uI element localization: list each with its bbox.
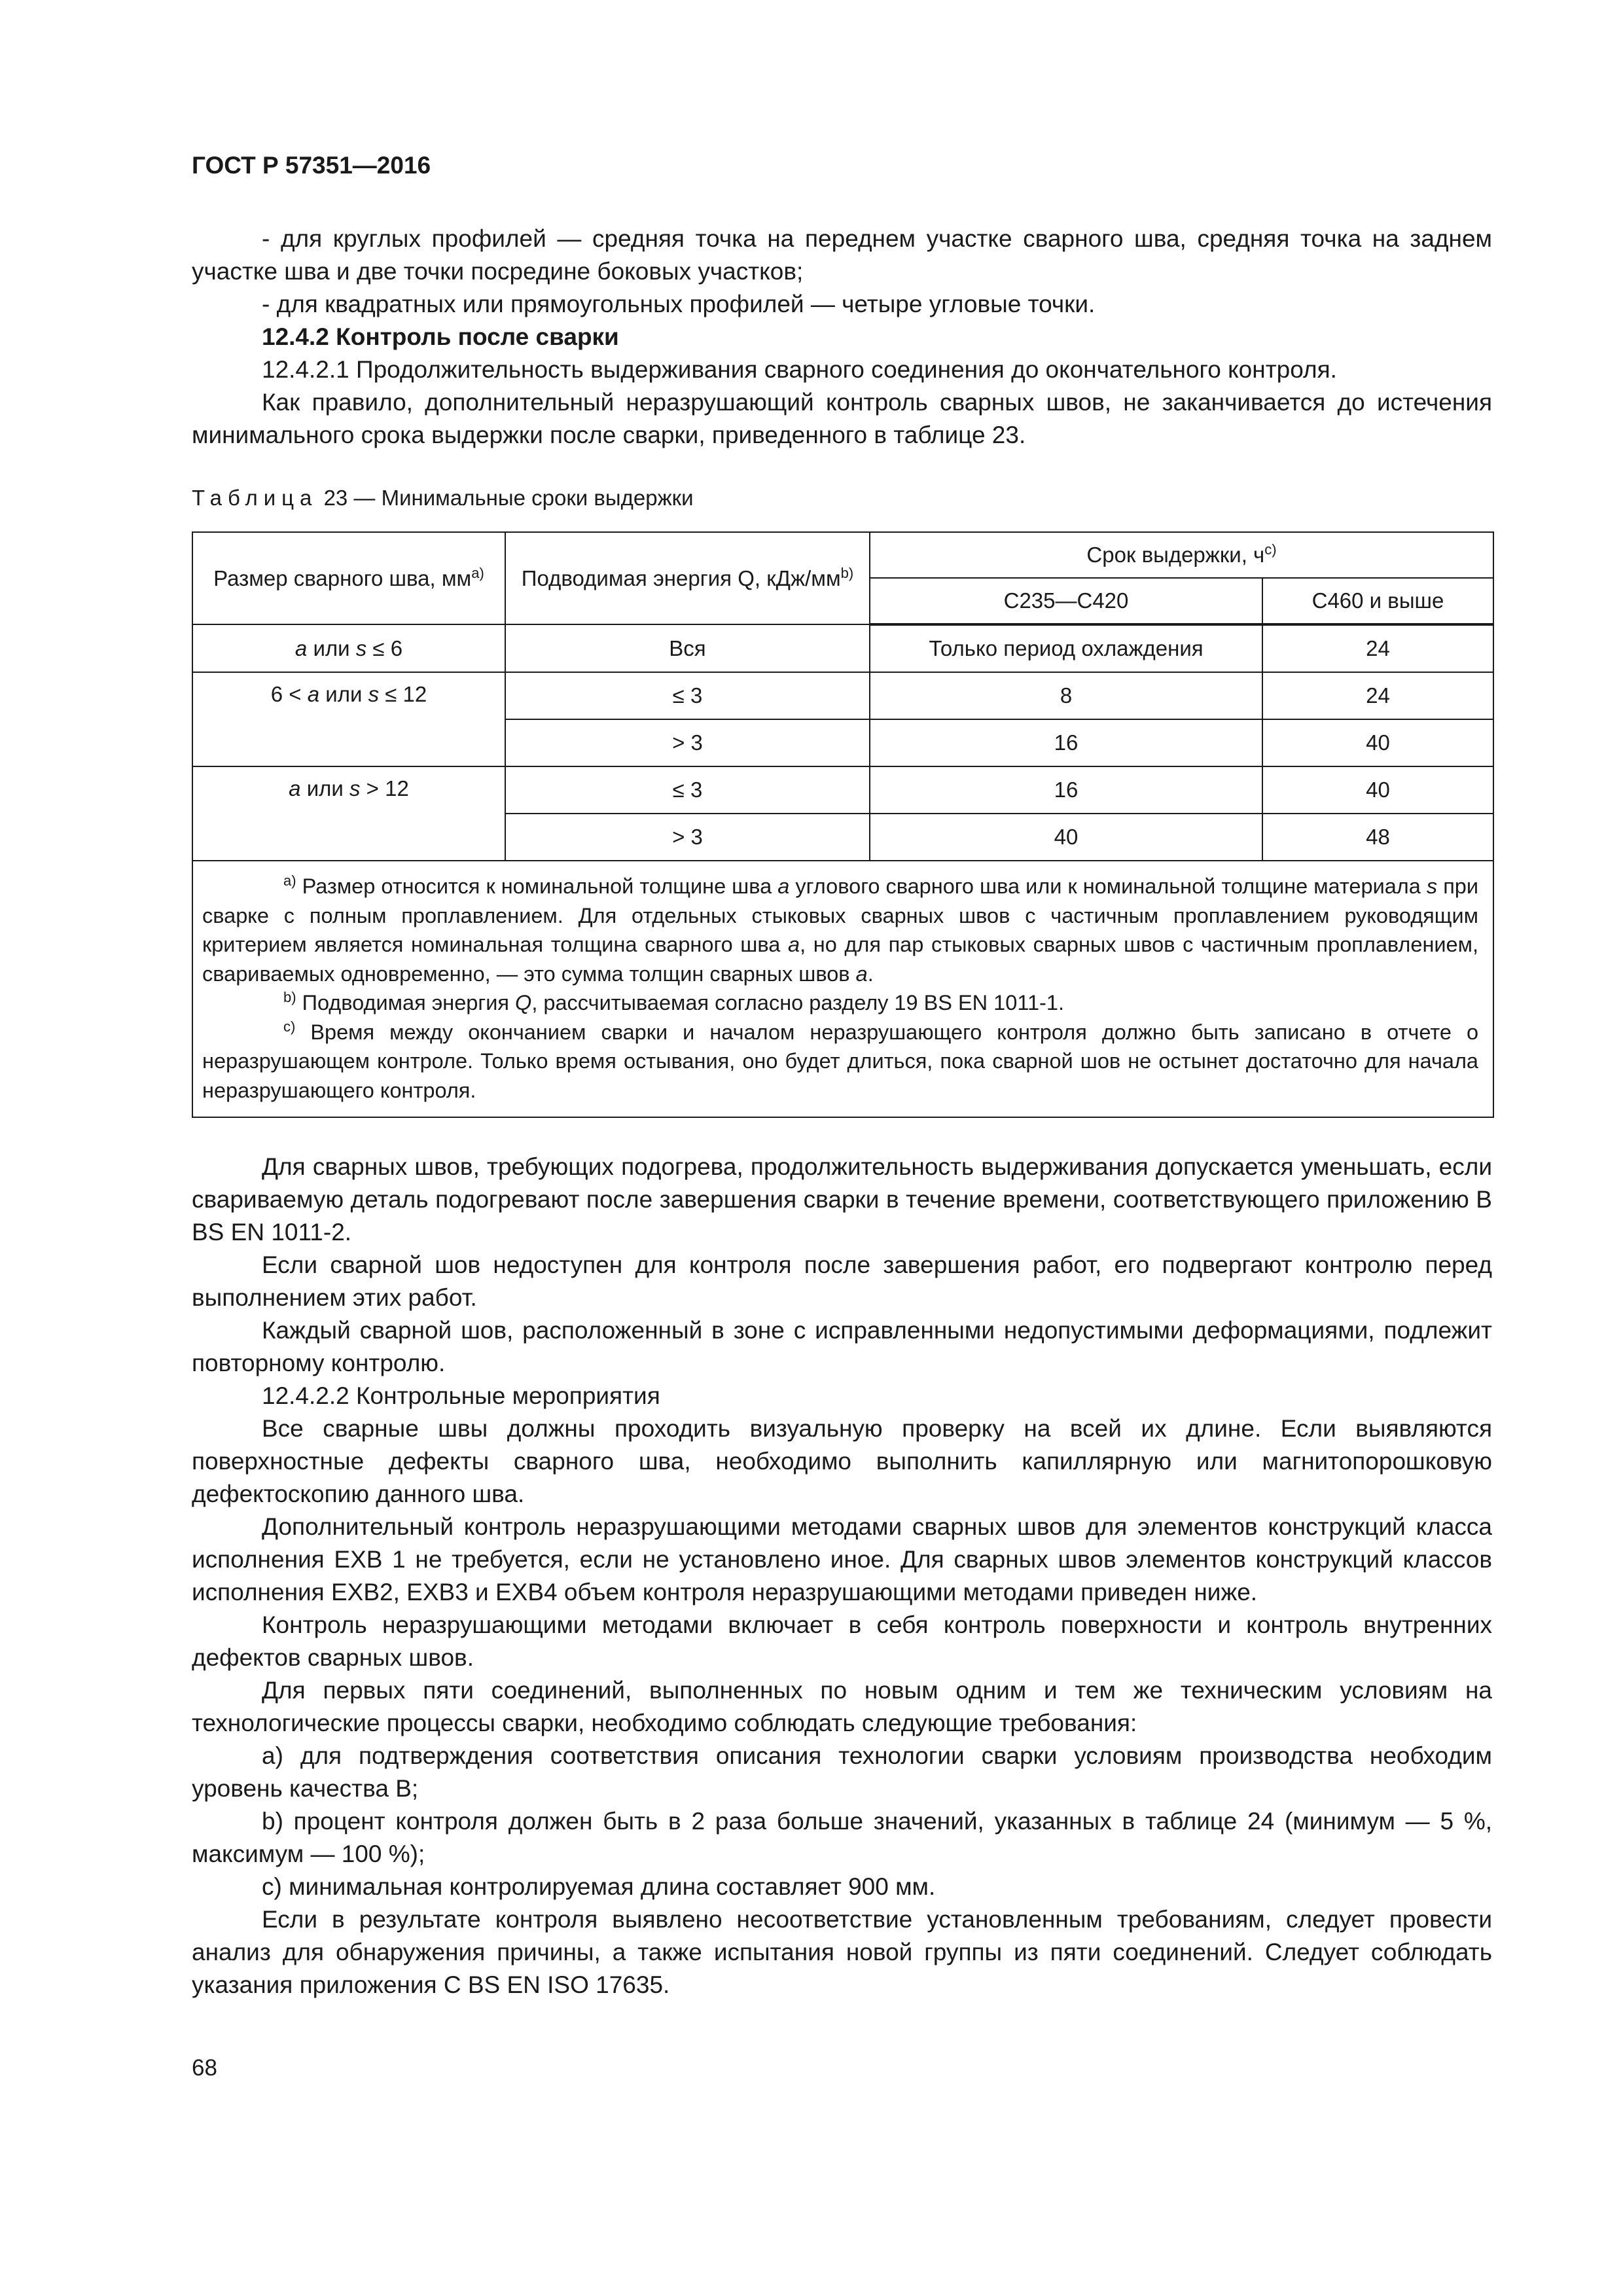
table-row <box>192 624 1493 672</box>
cell-c460: 24 <box>1262 672 1493 719</box>
section-heading: 12.4.2 Контроль после сварки <box>262 323 619 350</box>
table-row <box>192 672 1493 719</box>
holding-time-table <box>192 531 1494 1118</box>
body-paragraph-ndt-scope: Контроль неразрушающими методами включает в себя контроль поверхности и контроль внутренних дефектов сварных швов. <box>192 1611 1492 1671</box>
header-heat-input: Подводимая энергия Q, кДж/$мм^{b)}$ <box>505 532 870 624</box>
cell-weld-size: a или s > 12 <box>192 766 505 861</box>
header-steel-c235: С235—С420 <box>870 578 1262 624</box>
body-paragraph-inaccessible: Если сварной шов недоступен для контроля после завершения работ, его подвергают контролю перед выполнением этих работ. <box>192 1251 1492 1311</box>
document-header: ГОСТ Р 57351—2016 <box>192 152 431 179</box>
table-footnotes <box>192 861 1493 1117</box>
cell-c460: 40 <box>1262 766 1493 814</box>
intro-section <box>192 223 1492 452</box>
table-row <box>192 766 1493 814</box>
footnote-b: $^{b)}$ Подводимая энергия Q, рассчитываемая согласно разделу 19 BS EN 1011-1. <box>283 989 1064 1014</box>
cell-c460: 24 <box>1262 624 1493 672</box>
cell-c460: 48 <box>1262 814 1493 861</box>
cell-weld-size: a или s ≤ 6 <box>192 624 505 672</box>
body-paragraph-preheat: Для сварных швов, требующих подогрева, продолжительность выдерживания допускается уменьшать, если свариваемую деталь подогревают после завершения сварки в течение времени, соответствующего приложению В BS EN 1011-2. <box>192 1153 1492 1246</box>
intro-paragraph-12421: 12.4.2.1 Продолжительность выдерживания сварного соединения до окончательного контроля. <box>262 356 1337 383</box>
cell-c235: 40 <box>870 814 1262 861</box>
footnote-a: $^{a)}$ Размер относится к номинальной толщине шва a углового сварного шва или к номинальной толщине материала s при сварке с полным проплавлением. Для отдельных стыковых сварных швов с частичным проплавлением руководящим критерием является номинальная толщина сварного шва a, но для пар стыковых сварных швов с частичным проплавлением, свариваемых одновременно, — это сумма толщин сварных швов a. <box>202 872 1479 986</box>
list-item-c: c) минимальная контролируемая длина составляет 900 мм. <box>262 1873 936 1900</box>
cell-heat-input: > 3 <box>505 814 870 861</box>
body-paragraph-visual: Все сварные швы должны проходить визуальную проверку на всей их длине. Если выявляются поверхностные дефекты сварного шва, необходимо выполнить капиллярную или магнитопорошковую дефектоскопию данного шва. <box>192 1415 1492 1507</box>
table-notes-row <box>192 861 1493 1117</box>
body-paragraph-first-five: Для первых пяти соединений, выполненных по новым одним и тем же техническим условиям на технологические процессы сварки, необходимо соблюдать следующие требования: <box>192 1677 1492 1736</box>
body-paragraph-repaired: Каждый сварной шов, расположенный в зоне с исправленными недопустимыми деформациями, подлежит повторному контролю. <box>192 1317 1492 1376</box>
header-weld-size: Размер сварного шва, $мм^{a)}$ <box>192 532 505 624</box>
intro-paragraph-rule: Как правило, дополнительный неразрушающий контроль сварных швов, не заканчивается до истечения минимального срока выдержки после сварки, приведенного в таблице 23. <box>192 389 1492 448</box>
cell-c235: 8 <box>870 672 1262 719</box>
body-paragraph-nonconformity: Если в результате контроля выявлено несоответствие установленным требованиям, следует провести анализ для обнаружения причины, а также испытания новой группы из пяти соединений. Следует соблюдать указания приложения С BS EN ISO 17635. <box>192 1906 1492 1998</box>
body-section <box>192 1151 1492 2001</box>
body-paragraph-exb: Дополнительный контроль неразрушающими методами сварных швов для элементов конструкций класса исполнения ЕХВ 1 не требуется, если не установлено иное. Для сварных швов элементов конструкций классов исполнения ЕХВ2, ЕХВ3 и ЕХВ4 объем контроля неразрушающими методами приведен ниже. <box>192 1513 1492 1605</box>
cell-heat-input: ≤ 3 <box>505 766 870 814</box>
list-item-a: a) для подтверждения соответствия описания технологии сварки условиям производства необходим уровень качества В; <box>192 1742 1492 1802</box>
table-caption-title: 23 — Минимальные сроки выдержки <box>323 486 694 510</box>
cell-c235: 16 <box>870 766 1262 814</box>
cell-c460: 40 <box>1262 719 1493 766</box>
intro-paragraph-round-profiles: - для круглых профилей — средняя точка на переднем участке сварного шва, средняя точка на заднем участке шва и две точки посредине боковых участков; <box>192 225 1492 285</box>
page-number: 68 <box>192 2055 217 2081</box>
cell-heat-input: > 3 <box>505 719 870 766</box>
header-holding-time: Срок выдержки, $ч^{c)}$ <box>870 532 1493 578</box>
table-caption-word: Таблица <box>192 486 318 510</box>
table-caption <box>192 486 694 511</box>
cell-heat-input: Вся <box>505 624 870 672</box>
intro-paragraph-square-profiles: - для квадратных или прямоугольных профилей — четыре угловые точки. <box>262 291 1096 317</box>
cell-c235: Только период охлаждения <box>870 624 1262 672</box>
cell-weld-size: 6 < a или s ≤ 12 <box>192 672 505 766</box>
footnote-c: $^{c)}$ Время между окончанием сварки и началом неразрушающего контроля должно быть записано в отчете о неразрушающем контроле. Только время остывания, оно будет длиться, пока сварной шов не остынет достаточно для начала неразрушающего контроля. <box>202 1018 1479 1102</box>
list-item-b: b) процент контроля должен быть в 2 раза больше значений, указанных в таблице 24 (минимум — 5 %, максимум — 100 %); <box>192 1808 1492 1867</box>
header-steel-c460: С460 и выше <box>1262 578 1493 624</box>
body-subheading-12422: 12.4.2.2 Контрольные мероприятия <box>262 1382 660 1409</box>
cell-c235: 16 <box>870 719 1262 766</box>
cell-heat-input: ≤ 3 <box>505 672 870 719</box>
